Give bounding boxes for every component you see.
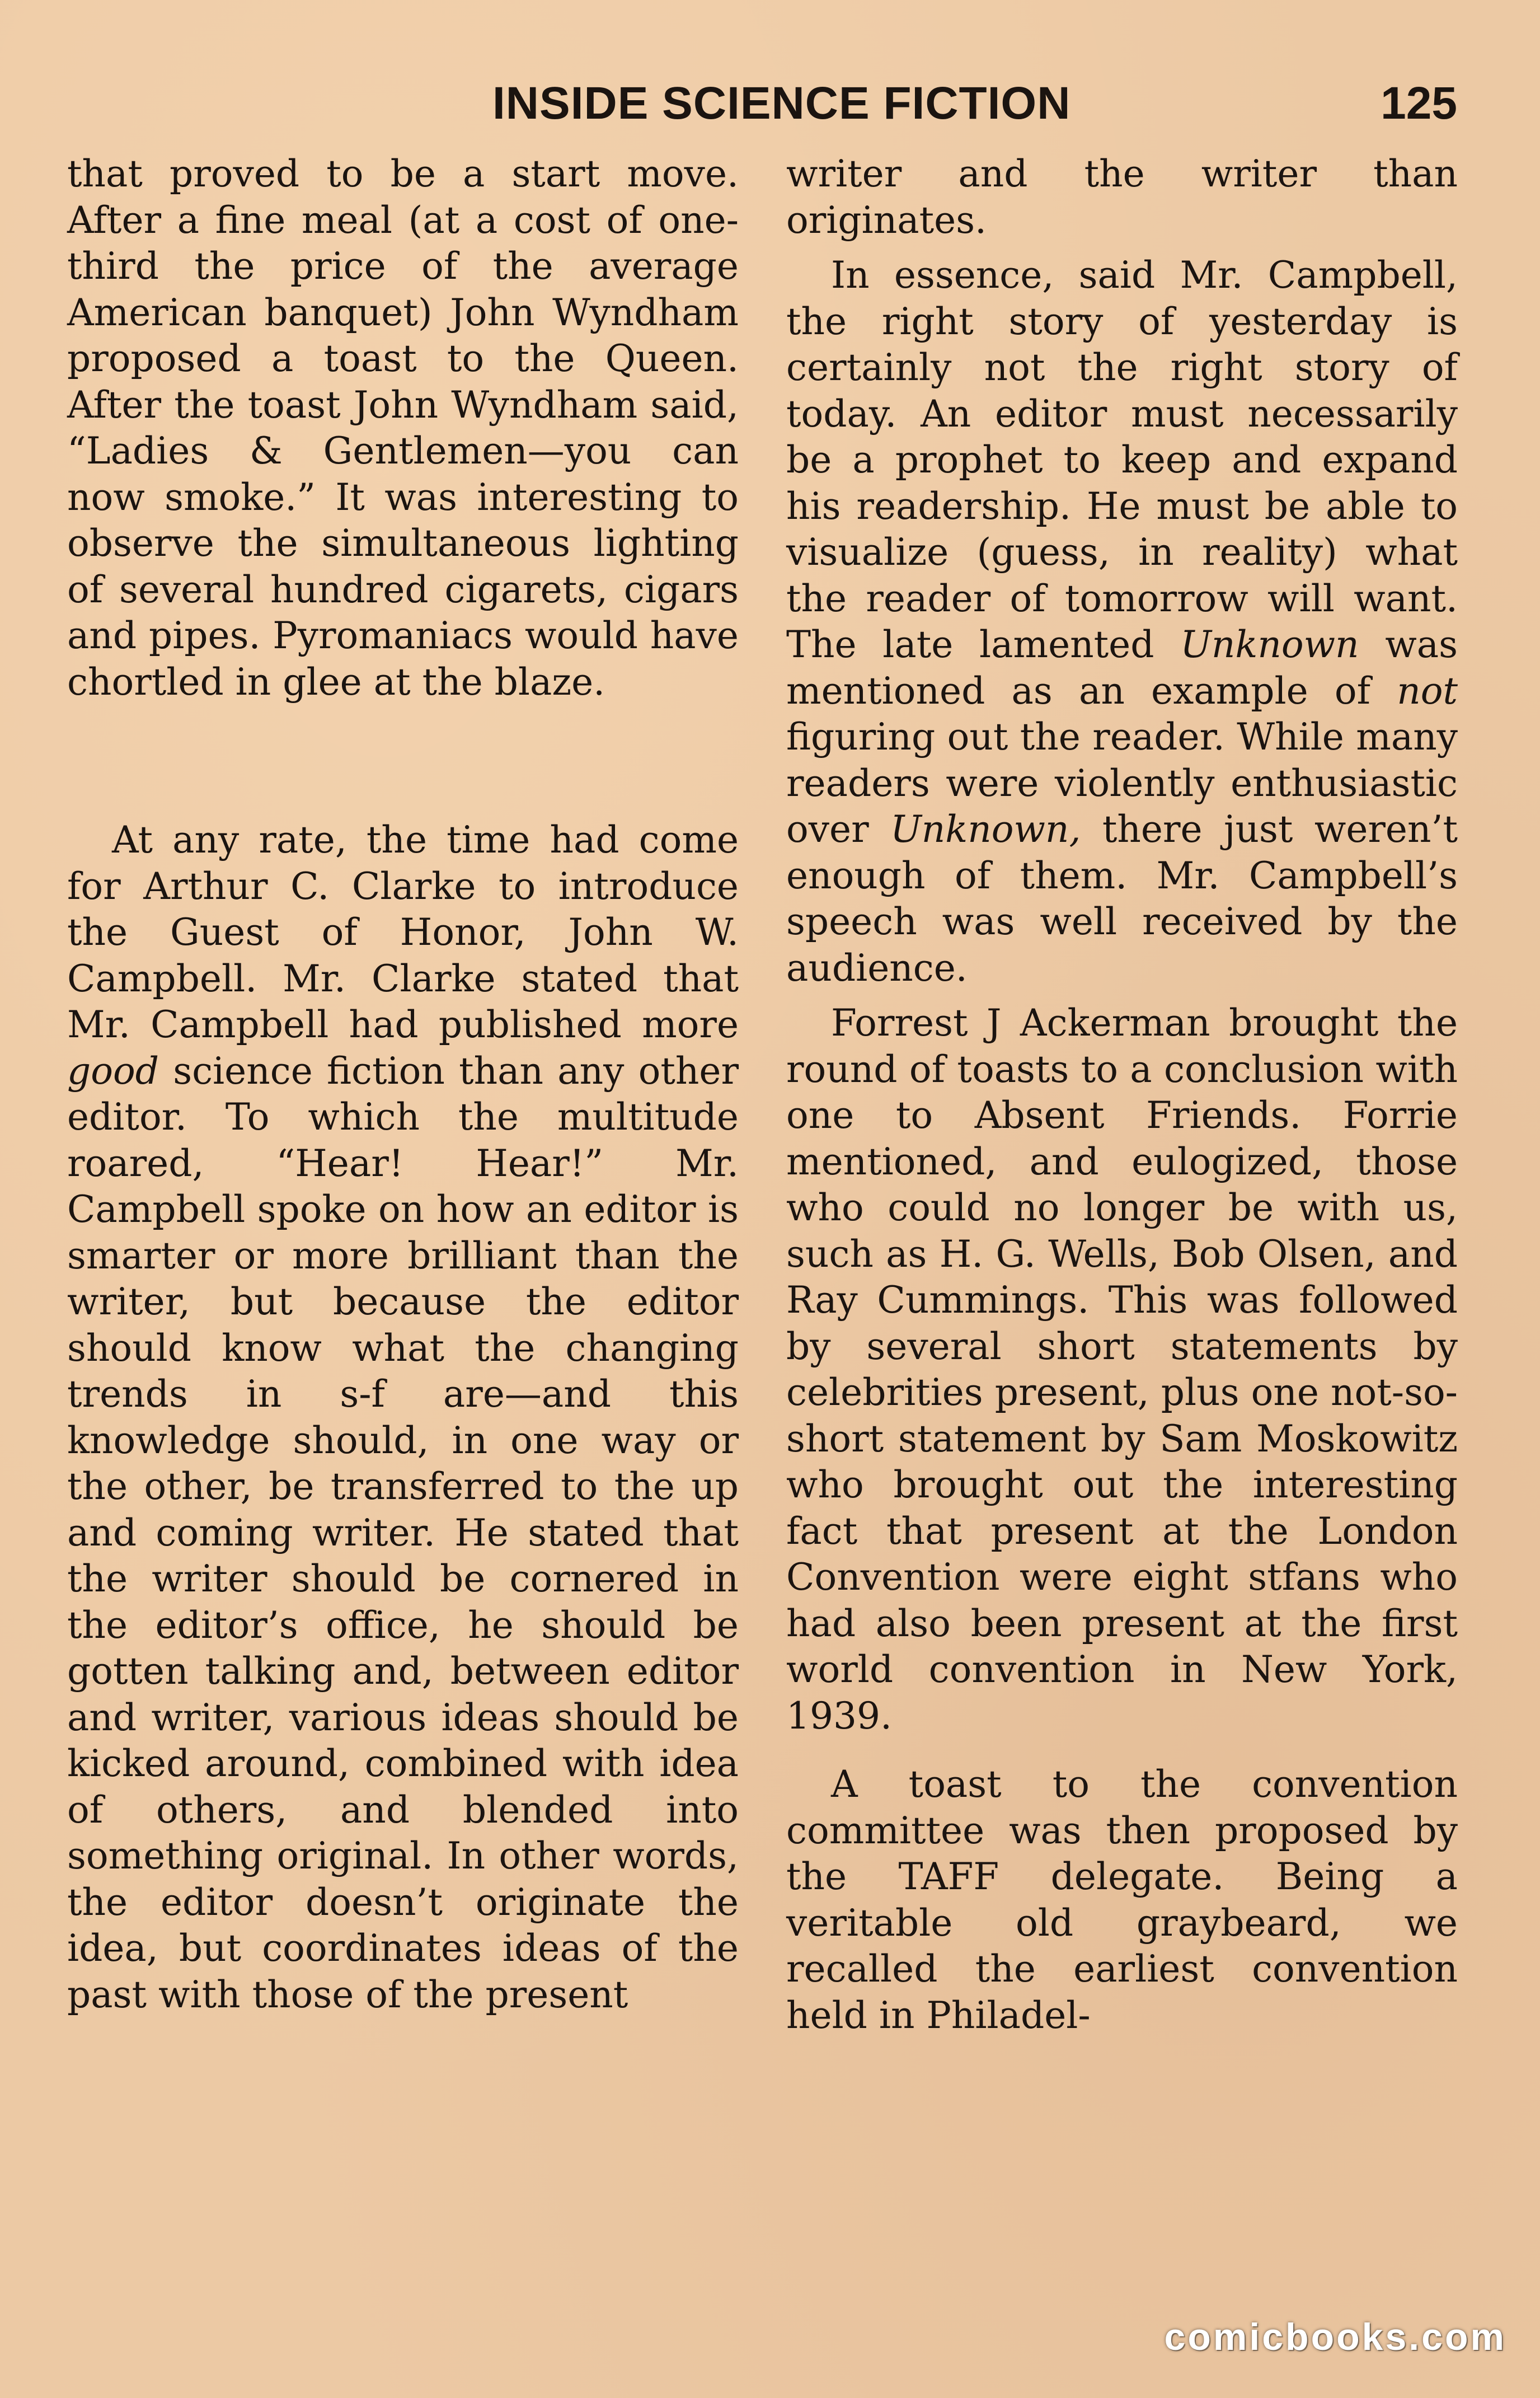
left-paragraph-2-emphasis: good — [67, 1049, 159, 1093]
right-paragraph-3: Forrest J Ackerman brought the round of toasts to a conclusion with one to Absent Friends. Forrie mentioned, and eulogized, those who could no longer be with us, such as H. G. Wells, Bob Olsen, and Ray Cummings. This was followed by several short statements by celebrities present, plus one not-so-short statement by Sam Moskowitz who brought out the interesting fact that present at the London Convention were eight stfans who had also been present at the first world convention in New York, 1939. — [786, 1001, 1458, 1737]
right-paragraph-2-text-d: there just weren’t enough of them. Mr. Campbell’s speech was well received by the audience. — [786, 808, 1458, 990]
right-paragraph-2-emphasis-3: Unknown, — [890, 808, 1081, 851]
left-paragraph-2 — [67, 817, 739, 2018]
left-paragraph-2-text-b: science fiction than any other editor. To which the multitude roared, “Hear! Hear!” Mr. Campbell spoke on how an editor is smarter or more brilliant than the writer, but because the editor should know what the changing trends in s-f are—and this knowledge should, in one way or the other, be transferred to the up and coming writer. He stated that the writer should be cornered in the editor’s office, he should be gotten talking and, between editor and writer, various ideas should be kicked around, combined with idea of others, and blended into something original. In other words, the editor doesn’t originate the idea, but coordinates ideas of the past with those of the present — [67, 1049, 739, 2016]
left-paragraph-2-text-a: At any rate, the time had come for Arthur C. Clarke to introduce the Guest of Honor, John W. Campbell. Mr. Clarke stated that Mr. Campbell had published more — [67, 818, 739, 1046]
running-head — [0, 73, 1540, 134]
right-paragraph-2-text-a: In essence, said Mr. Campbell, the right story of yesterday is certainly not the right story of today. An editor must necessarily be a prophet to keep and expand his readership. He must be able to visualize (guess, in reality) what the reader of tomorrow will want. The late lamented — [786, 254, 1458, 666]
left-paragraph-1: that proved to be a start move. After a fine meal (at a cost of one-third the price of the average American banquet) John Wyndham proposed a toast to the Queen. After the toast John Wyndham said, “Ladies & Gentlemen—you can now smoke.” It was interesting to observe the simultaneous lighting of several hundred cigarets, cigars and pipes. Pyromaniacs would have chortled in glee at the blaze. — [67, 152, 739, 704]
right-paragraph-1: writer and the writer than originates. — [786, 152, 1458, 242]
right-paragraph-2-text-b: was mentioned as an example of — [786, 623, 1458, 713]
right-paragraph-2-emphasis-1: Unknown — [1180, 623, 1359, 666]
page-number: 125 — [1381, 78, 1457, 129]
right-paragraph-2-text-c: figuring out the reader. While many readers were violently enthusiastic over — [786, 715, 1458, 851]
right-column — [786, 151, 1458, 2039]
right-paragraph-2-emphasis-2: not — [1397, 669, 1458, 713]
right-paragraph-4: A toast to the convention committee was then proposed by the TAFF delegate. Being a veritable old graybeard, we recalled the earliest convention held in Philadel- — [786, 1763, 1458, 2037]
running-title: INSIDE SCIENCE FICTION — [492, 78, 1071, 129]
right-paragraph-2 — [786, 252, 1458, 991]
watermark: comicbooks.com — [1164, 2316, 1506, 2358]
left-column — [67, 151, 739, 2018]
